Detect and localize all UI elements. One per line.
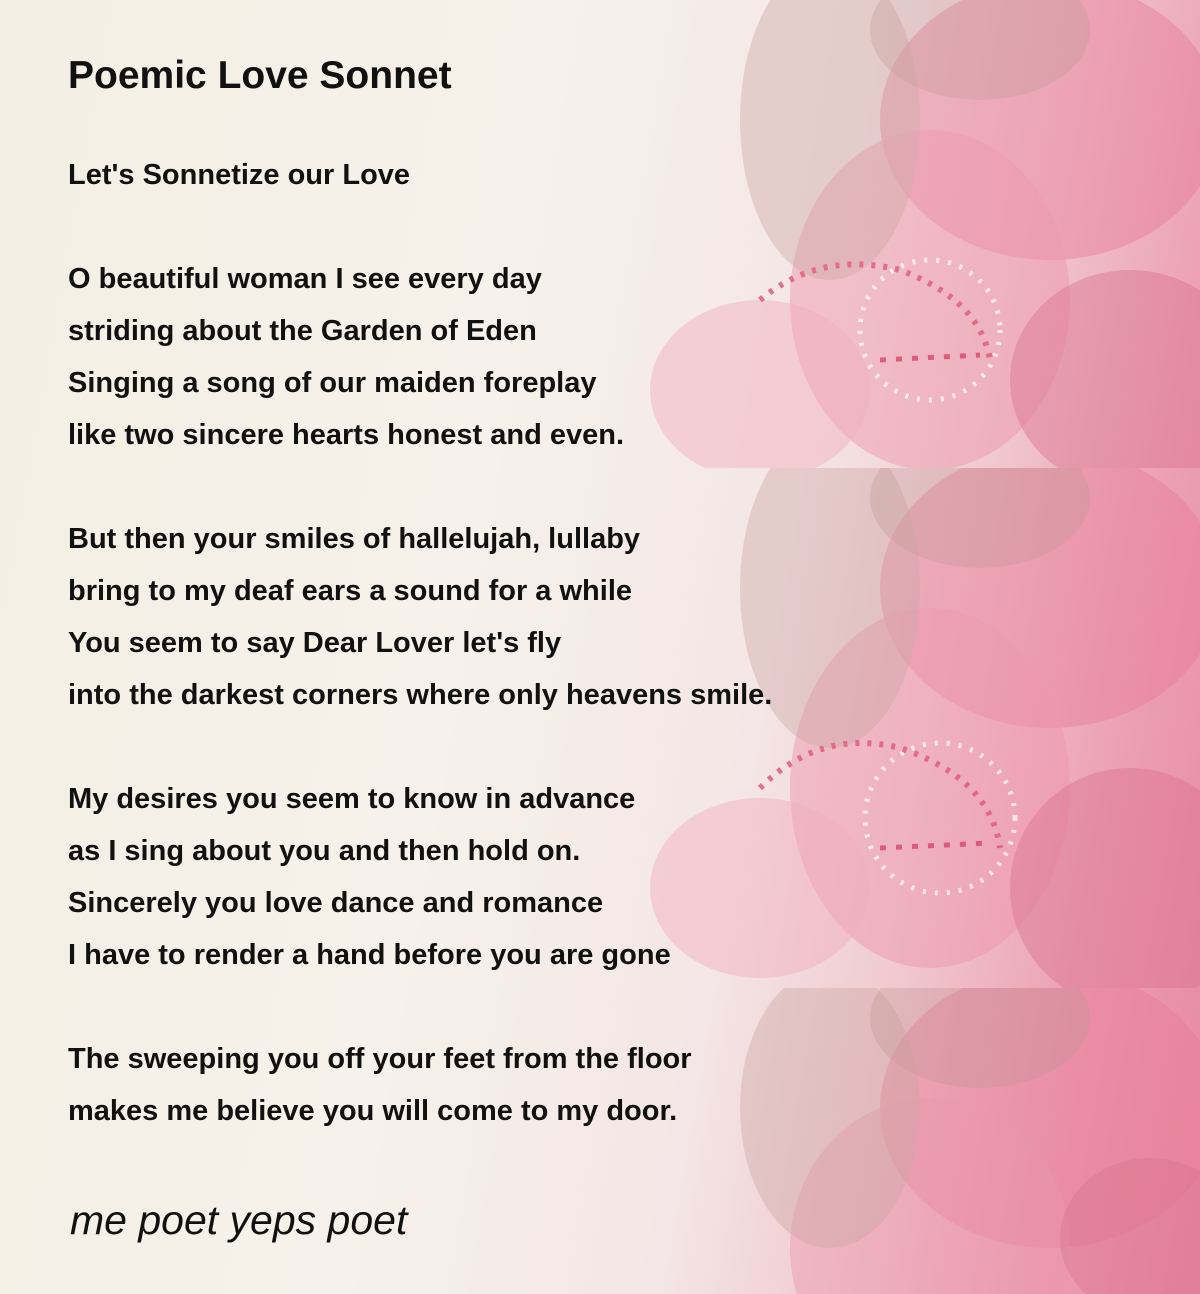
- poem-line: Sincerely you love dance and romance: [68, 887, 604, 919]
- poem-line: You seem to say Dear Lover let's fly: [68, 627, 562, 659]
- poem-line: makes me believe you will come to my door.: [68, 1095, 678, 1127]
- poem-author: me poet yeps poet: [70, 1197, 408, 1243]
- poem-line: striding about the Garden of Eden: [68, 315, 537, 347]
- poem-line: into the darkest corners where only heavens smile.: [68, 679, 773, 711]
- poem-line: like two sincere hearts honest and even.: [68, 419, 625, 451]
- poem-line: The sweeping you off your feet from the floor: [68, 1043, 692, 1075]
- poem-line: I have to render a hand before you are gone: [68, 939, 671, 971]
- poem-title: Poemic Love Sonnet: [68, 54, 452, 97]
- poem-line: But then your smiles of hallelujah, lullaby: [68, 523, 641, 555]
- poem-line: My desires you seem to know in advance: [68, 783, 636, 815]
- poem-line: O beautiful woman I see every day: [68, 263, 542, 295]
- poem-subtitle: Let's Sonnetize our Love: [68, 159, 411, 191]
- poem-line: bring to my deaf ears a sound for a while: [68, 575, 632, 607]
- floral-decoration: [0, 988, 1200, 1294]
- poem-line: Singing a song of our maiden foreplay: [68, 367, 597, 399]
- poem-line: as I sing about you and then hold on.: [68, 835, 581, 867]
